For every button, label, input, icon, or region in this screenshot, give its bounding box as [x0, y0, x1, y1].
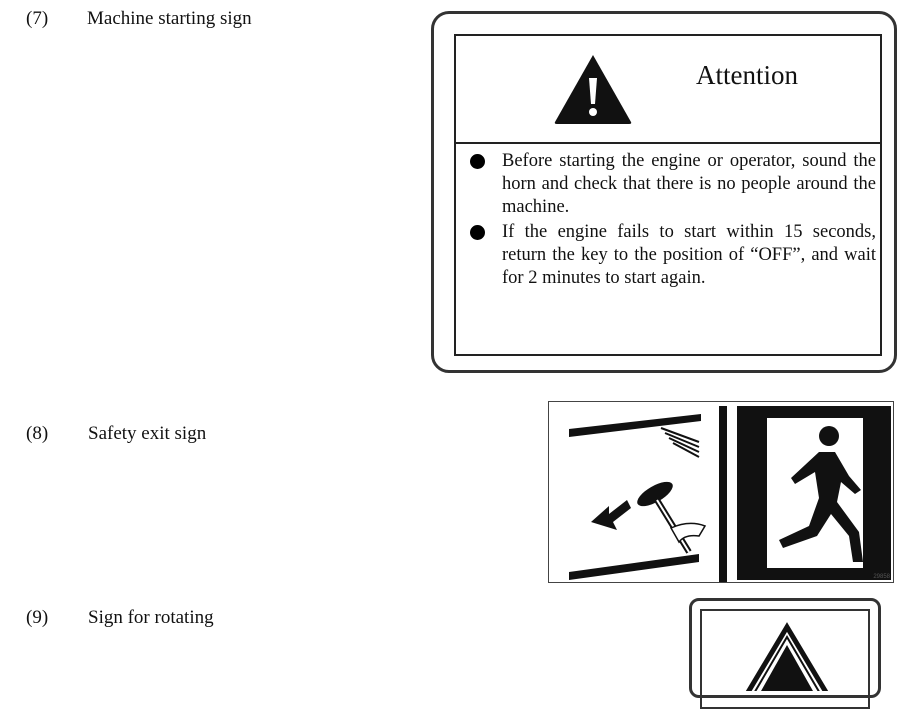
- sign-code: 29858: [873, 574, 890, 580]
- sign-bullet-list: [470, 150, 876, 292]
- bullet-icon: [470, 225, 485, 240]
- hammer-break-window-icon: [569, 414, 705, 580]
- bullet-text: If the engine fails to start within 15 seconds, return the key to the position of “OFF”, and wait for 2 minutes to start again.: [502, 222, 876, 288]
- item-number-9: (9): [26, 607, 49, 628]
- item-number-7: (7): [26, 8, 49, 29]
- bullet-item: [470, 150, 876, 219]
- machine-starting-sign: [431, 11, 897, 373]
- item-title-8: Safety exit sign: [88, 423, 207, 444]
- item-number-8: (8): [26, 423, 49, 444]
- running-person-exit-icon: [737, 406, 891, 580]
- warning-triangle-icon: [702, 611, 868, 691]
- item-title-7: Machine starting sign: [87, 8, 252, 29]
- warning-triangle-icon: [552, 52, 634, 126]
- safety-exit-sign: [548, 401, 894, 583]
- safety-exit-graphic: [549, 402, 894, 583]
- item-title-9: Sign for rotating: [88, 607, 214, 628]
- bullet-text: Before starting the engine or operator, sound the horn and check that there is no people around the machine.: [502, 151, 876, 217]
- sign-inner-frame: [454, 34, 882, 356]
- sign-inner-frame: [700, 609, 870, 709]
- sign-header: [456, 36, 880, 144]
- sign-heading: Attention: [696, 60, 798, 90]
- bullet-icon: [470, 154, 485, 169]
- bullet-item: [470, 221, 876, 290]
- rotating-sign: [689, 598, 881, 698]
